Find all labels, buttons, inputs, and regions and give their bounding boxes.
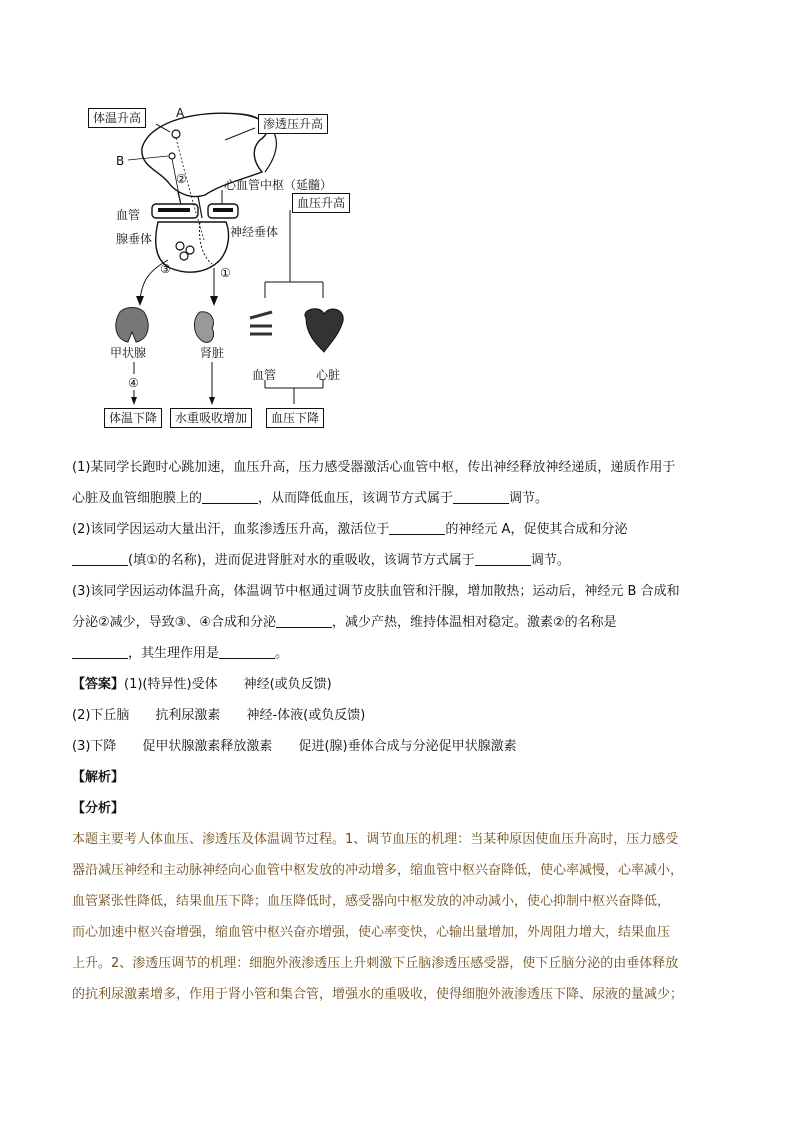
analysis-line: 血管紧张性降低，结果血压下降；血压降低时，感受器向中枢发放的冲动减小，使心抑制中枢兴奋降低， xyxy=(72,894,671,909)
question-text xyxy=(72,452,724,1010)
label-neuron-b: B xyxy=(116,154,125,168)
label-thyroid: 甲状腺 xyxy=(110,346,147,360)
q1-line1: (1)某同学长跑时心跳加速，血压升高，压力感受器激活心血管中枢，传出神经释放神经递质，递质作用于 xyxy=(72,460,676,475)
arrow-osmotic xyxy=(225,128,255,140)
label-osmotic-rise: 渗透压升高 xyxy=(258,114,328,134)
label-cardio-center: 心血管中枢（延髓） xyxy=(224,178,333,192)
label-bp-drop: 血压下降 xyxy=(266,408,324,428)
arrow-4-head xyxy=(131,397,137,405)
analysis-tag-1: 【解析】 xyxy=(72,770,125,785)
q1-line2: 心脏及血管细胞膜上的 ，从而降低血压，该调节方式属于 调节。 xyxy=(72,483,724,514)
label-heart: 心脏 xyxy=(316,368,341,382)
kidney-shape xyxy=(194,312,213,343)
analysis-line: 的抗利尿激素增多，作用于肾小管和集合管，增强水的重吸收，使得细胞外液渗透压下降、尿液的量减少； xyxy=(72,987,684,1002)
vessel-symbol xyxy=(250,312,272,334)
diagram xyxy=(80,100,380,435)
blank xyxy=(72,549,128,566)
blank xyxy=(276,611,332,628)
label-num1: ① xyxy=(220,266,231,280)
label-num3: ③ xyxy=(160,262,171,276)
label-temp-drop: 体温下降 xyxy=(104,408,162,428)
q2-line1: (2)该同学因运动大量出汗，血浆渗透压升高，激活位于 的神经元 A，促使其合成和分泌 xyxy=(72,514,724,545)
arrow-1-head xyxy=(210,296,218,306)
analysis-line: 本题主要考人体血压、渗透压及体温调节过程。1、调节血压的机理：当某种原因使血压升高时，压力感受 xyxy=(72,832,679,847)
label-pituitary: 腺垂体 xyxy=(116,232,153,246)
answer-line2: (2)下丘脑 抗利尿激素 神经-体液(或负反馈) xyxy=(72,708,366,723)
pituitary-cell xyxy=(180,252,188,260)
blank xyxy=(72,642,128,659)
q3-line3: ，其生理作用是 。 xyxy=(72,638,724,669)
neuron-a-axon xyxy=(176,138,204,240)
analysis-line: 器沿减压神经和主动脉神经向心血管中枢发放的冲动增多，缩血管中枢兴奋降低，使心率减慢，心率减小， xyxy=(72,863,684,878)
label-num2: ② xyxy=(176,172,187,186)
label-vessel-bottom: 血管 xyxy=(252,368,277,382)
analysis-line: 上升。2、渗透压调节的机理：细胞外液渗透压上升刺激下丘脑渗透压感受器，使下丘脑分泌的由垂体释放 xyxy=(72,956,679,971)
blank xyxy=(202,487,258,504)
label-temp-rise: 体温升高 xyxy=(88,108,146,128)
q2-line2: (填①的名称)，进而促进肾脏对水的重吸收，该调节方式属于 调节。 xyxy=(72,545,724,576)
answer-tag: 【答案】 xyxy=(72,677,125,692)
label-vessel-left: 血管 xyxy=(116,208,141,222)
label-bp-rise: 血压升高 xyxy=(292,193,350,213)
analysis-line: 而心加速中枢兴奋增强，缩血管中枢兴奋亦增强，使心率变快，心输出量增加，外周阻力增大，结果血压 xyxy=(72,925,671,940)
label-water-reabsorb: 水重吸收增加 xyxy=(170,408,252,428)
pituitary-cell xyxy=(176,242,184,250)
blank xyxy=(219,642,275,659)
blank xyxy=(475,549,531,566)
arrow-kidney-head xyxy=(209,397,215,405)
thyroid-shape xyxy=(116,308,148,343)
label-num4: ④ xyxy=(128,376,139,390)
q3-line1: (3)该同学因运动体温升高，体温调节中枢通过调节皮肤血管和汗腺，增加散热；运动后，神经元 B 合成和 xyxy=(72,584,680,599)
vessel-band-right-fill xyxy=(213,208,233,212)
neuron-a-soma xyxy=(172,130,180,138)
vessel-band-left-fill xyxy=(158,208,190,212)
heart-shape xyxy=(305,309,343,352)
blank xyxy=(453,487,509,504)
neuron-b-soma xyxy=(169,153,175,159)
answer-line3: (3)下降 促甲状腺激素释放激素 促进(腺)垂体合成与分泌促甲状腺激素 xyxy=(72,739,517,754)
arrow-3-head xyxy=(136,296,144,306)
analysis-tag-2: 【分析】 xyxy=(72,801,125,816)
label-neuron-a: A xyxy=(176,106,185,120)
q3-line2: 分泌②减少，导致③、④合成和分泌 ，减少产热，维持体温相对稳定。激素②的名称是 xyxy=(72,607,724,638)
blank xyxy=(389,518,445,535)
answer-line1: 【答案】(1)(特异性)受体 神经(或负反馈) xyxy=(72,677,332,692)
pituitary-divider xyxy=(200,222,213,264)
arrow-b xyxy=(128,156,168,160)
label-kidney: 肾脏 xyxy=(200,346,225,360)
label-neuro-pituitary: 神经垂体 xyxy=(230,225,279,239)
